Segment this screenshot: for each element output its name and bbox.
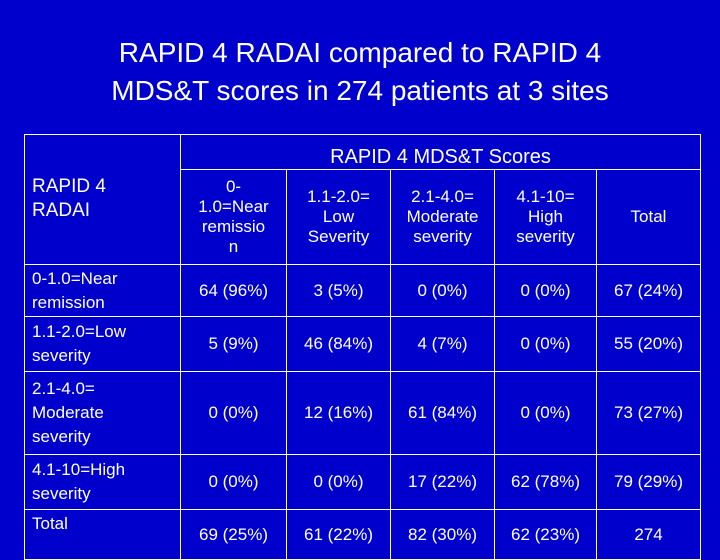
column-header-near-remission: 0- 1.0=Near remissio n [181, 170, 287, 265]
table-cell: 0 (0%) [287, 455, 391, 510]
table-cell: 5 (9%) [181, 317, 287, 372]
table-cell: 82 (30%) [391, 510, 495, 560]
table-cell: 64 (96%) [181, 265, 287, 317]
column-header-high-severity: 4.1-10= High severity [495, 170, 597, 265]
row-label: 2.1-4.0= Moderate severity [25, 372, 181, 455]
row-label: Total [25, 510, 181, 560]
table-cell: 0 (0%) [181, 372, 287, 455]
corner-label-line-1: RAPID 4 [32, 176, 106, 197]
table-row [25, 265, 701, 317]
table-cell: 69 (25%) [181, 510, 287, 560]
table-cell: 61 (84%) [391, 372, 495, 455]
table-cell: 73 (27%) [597, 372, 701, 455]
group-header: RAPID 4 MDS&T Scores [181, 135, 701, 170]
table-cell: 17 (22%) [391, 455, 495, 510]
row-label: 1.1-2.0=Low severity [25, 317, 181, 372]
corner-label [25, 135, 181, 265]
table-cell: 62 (23%) [495, 510, 597, 560]
slide-title [0, 34, 720, 110]
comparison-table [24, 134, 701, 560]
table-cell: 79 (29%) [597, 455, 701, 510]
table-cell: 4 (7%) [391, 317, 495, 372]
table-cell: 61 (22%) [287, 510, 391, 560]
table-row [25, 317, 701, 372]
table-cell: 0 (0%) [391, 265, 495, 317]
table-cell: 274 [597, 510, 701, 560]
table-cell: 62 (78%) [495, 455, 597, 510]
table-cell: 55 (20%) [597, 317, 701, 372]
corner-label-line-2: RADAI [32, 200, 91, 221]
title-line-1: RAPID 4 RADAI compared to RAPID 4 [118, 37, 602, 68]
title-line-2: MDS&T scores in 274 patients at 3 sites [111, 75, 609, 106]
table-row [25, 372, 701, 455]
table-cell: 46 (84%) [287, 317, 391, 372]
row-label: 4.1-10=High severity [25, 455, 181, 510]
table-cell: 0 (0%) [181, 455, 287, 510]
table-row [25, 510, 701, 560]
row-label: 0-1.0=Near remission [25, 265, 181, 317]
table-cell: 0 (0%) [495, 317, 597, 372]
table-cell: 0 (0%) [495, 372, 597, 455]
table-cell: 67 (24%) [597, 265, 701, 317]
column-header-total: Total [597, 170, 701, 265]
column-header-low-severity: 1.1-2.0= Low Severity [287, 170, 391, 265]
table-cell: 0 (0%) [495, 265, 597, 317]
table-cell: 3 (5%) [287, 265, 391, 317]
table-row [25, 455, 701, 510]
table-cell: 12 (16%) [287, 372, 391, 455]
column-header-moderate-severity: 2.1-4.0= Moderate severity [391, 170, 495, 265]
